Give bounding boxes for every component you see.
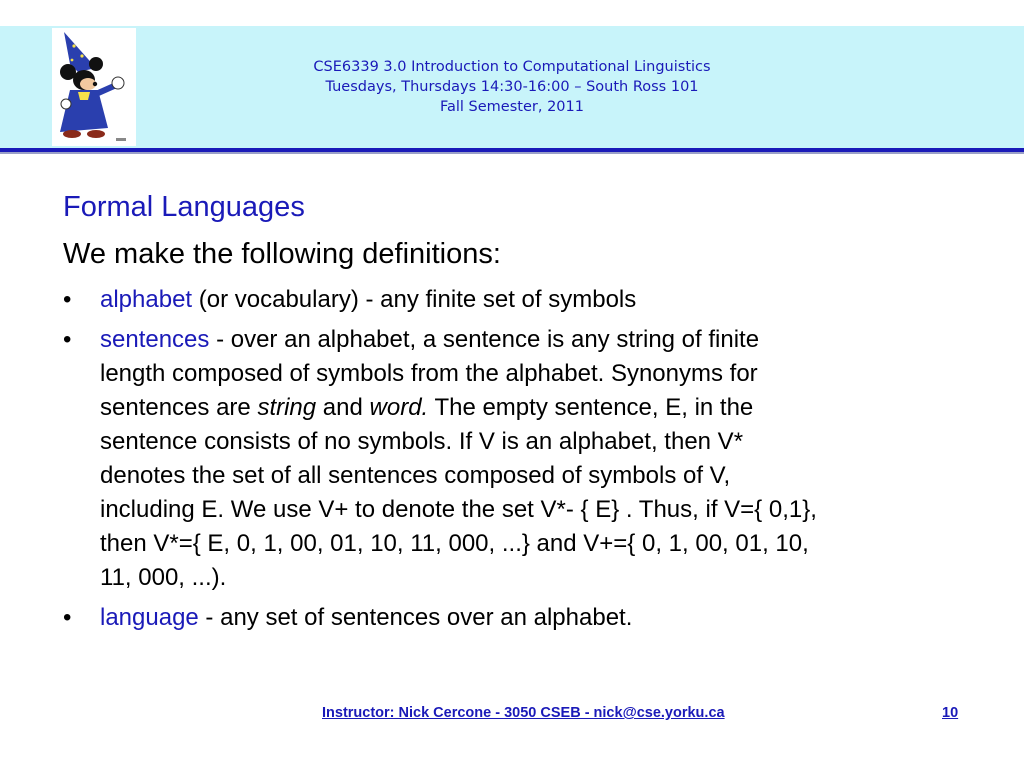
list-item-alphabet [63,283,963,317]
definition-text: - any set of sentences over an alphabet. [198,604,633,631]
bullet-line: denotes the set of all sentences composed of symbols of V, [100,462,731,489]
course-header [210,57,814,117]
bullet-line [100,391,963,425]
bullet-icon: • [63,286,72,313]
emphasis-word: word. [369,394,429,421]
bullet-line: sentence consists of no symbols. If V is an alphabet, then V* [100,428,744,455]
bullet-line: 11, 000, ...). [100,564,227,591]
bullet-line: then V*={ E, 0, 1, 00, 01, 10, 11, 000, ...} and V+={ 0, 1, 00, 01, 10, [100,530,809,557]
instructor-link[interactable]: Instructor: Nick Cercone - 3050 CSEB - nick@cse.yorku.ca [322,705,725,721]
list-item-language [63,601,963,635]
definition-text: - over an alphabet, a sentence is any string of finite [209,326,760,353]
definition-list [63,283,963,641]
definition-text: The empty sentence, E, in the [428,394,754,421]
term-alphabet: alphabet [100,286,193,313]
bullet-icon: • [63,604,72,631]
definition-text: (or vocabulary) - any finite set of symbols [192,286,637,313]
bullet-line [100,323,963,357]
semester-line: Fall Semester, 2011 [440,99,584,115]
logo [52,28,136,146]
page-number-link[interactable]: 10 [942,705,959,721]
bullet-icon: • [63,326,72,353]
term-language: language [100,604,199,631]
list-item-sentences [63,323,963,595]
bullet-line: length composed of symbols from the alphabet. Synonyms for [100,360,758,387]
term-sentences: sentences [100,326,210,353]
slide-title: Formal Languages [63,191,305,223]
bullet-line [100,601,963,635]
slide-intro: We make the following definitions: [63,238,501,270]
header-divider-shadow [0,152,1024,154]
bullet-line [100,283,963,317]
emphasis-string: string [257,394,317,421]
wizard-mouse-icon [52,28,136,146]
definition-text: and [316,394,370,421]
bullet-line: including E. We use V+ to denote the set V*- { E} . Thus, if V={ 0,1}, [100,496,817,523]
course-line: CSE6339 3.0 Introduction to Computational Linguistics [313,59,711,75]
definition-text: sentences are [100,394,258,421]
schedule-line: Tuesdays, Thursdays 14:30-16:00 – South Ross 101 [325,79,699,95]
